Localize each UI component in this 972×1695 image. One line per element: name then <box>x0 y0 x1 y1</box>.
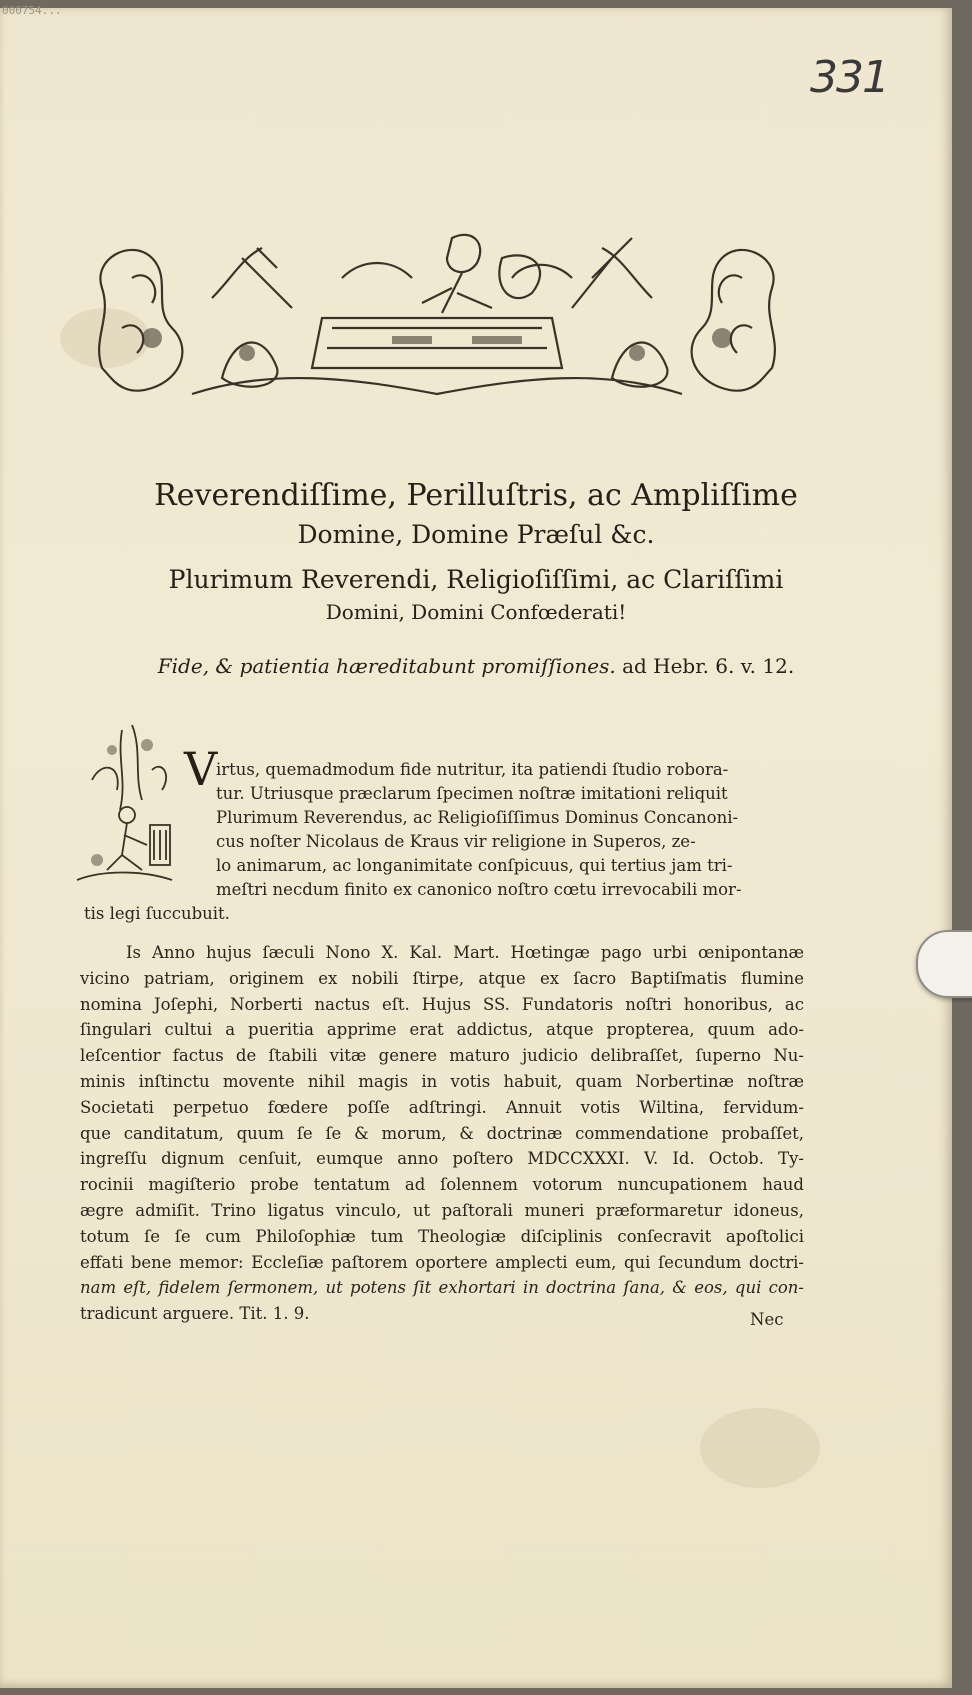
page-clip-tab <box>916 930 972 998</box>
body-line: tradicunt arguere. Tit. 1. 9. <box>80 1304 310 1324</box>
first-paragraph-line: Plurimum Reverendus, ac Religioſiſſimus Dominus Concanoni- <box>216 808 739 827</box>
paper-stain <box>700 1408 820 1488</box>
body-paragraph <box>80 940 804 1327</box>
folio-number: 331 <box>810 52 888 103</box>
body-line: nam eſt, fidelem ſermonem, ut potens ſit exhortari in doctrina ſana, & eos, qui con- <box>80 1278 804 1298</box>
body-line: leſcentior factus de ſtabili vitæ genere maturo judicio delibraſſet, ſuperno Nu- <box>80 1046 804 1066</box>
catchword: Nec <box>750 1310 784 1329</box>
body-line: ingreſſu dignum cenſuit, eumque anno poſtero MDCCXXXI. V. Id. Octob. Ty- <box>80 1149 804 1169</box>
first-paragraph-line: irtus, quemadmodum fide nutritur, ita patiendi ſtudio robora- <box>216 760 729 779</box>
title-line-1: Reverendiſſime, Perilluſtris, ac Ampliſſime <box>154 478 798 513</box>
body-line: que canditatum, quum ſe ſe & morum, & doctrinæ commendatione probaſſet, <box>80 1123 804 1143</box>
first-paragraph-line: cus noſter Nicolaus de Kraus vir religione in Superos, ze- <box>216 832 696 851</box>
body-line: ægre admiſit. Trino ligatus vinculo, ut paſtorali muneri præformaretur idoneus, <box>80 1200 804 1220</box>
first-paragraph-line: lo animarum, ac longanimitate conſpicuus, qui tertius jam tri- <box>216 856 733 875</box>
body-line: nomina Joſephi, Norberti nactus eſt. Hujus SS. Fundatoris noſtri honoribus, ac <box>80 994 804 1014</box>
title-line-3: Plurimum Reverendi, Religioſiſſimi, ac Clariſſimi <box>168 565 784 594</box>
body-line: totum ſe ſe cum Philoſophiæ tum Theologiæ diſciplinis conſecravit apoſtolici <box>80 1226 804 1246</box>
body-line: Societati perpetuo fœdere poſſe adſtringi. Annuit votis Wiltina, fervidum- <box>80 1097 804 1117</box>
body-line: Is Anno hujus ſæculi Nono X. Kal. Mart. Hœtingæ pago urbi œnipontanæ <box>126 943 804 962</box>
first-paragraph-line: meſtri necdum finito ex canonico noſtro cœtu irrevocabili mor- <box>216 880 742 899</box>
title-line-4: Domini, Domini Confœderati! <box>325 600 627 624</box>
motto-text: Fide, & patientia hæreditabunt promiſſiones. <box>157 654 616 678</box>
biblical-motto <box>0 654 952 678</box>
body-line: minis inſtinctu movente nihil magis in votis habuit, quam Norbertinæ noſtræ <box>80 1071 804 1091</box>
mourning-figure-vignette <box>72 720 177 888</box>
drop-capital: V <box>184 742 218 796</box>
body-line: vicino patriam, originem ex nobili ſtirpe, atque ex ſacro Baptiſmatis flumine <box>80 968 804 988</box>
motto-reference: ad Hebr. 6. v. 12. <box>622 654 795 678</box>
body-line: ſingulari cultui a pueritia apprime erat addictus, atque propterea, quum ado- <box>80 1020 804 1040</box>
ornamental-headpiece <box>92 218 782 404</box>
first-paragraph-line: tur. Utriusque præclarum ſpecimen noſtræ imitationi reliquit <box>216 784 728 803</box>
archive-stamp: 000754... <box>2 4 62 17</box>
title-line-2: Domine, Domine Præſul &c. <box>297 520 655 549</box>
body-line: effati bene memor: Eccleſiæ paſtorem oportere amplecti eum, qui ſecundum doctri- <box>80 1252 804 1272</box>
first-paragraph-line: tis legi ſuccubuit. <box>84 904 230 923</box>
body-line: rocinii magiſterio probe tentatum ad ſolennem votorum nuncupationem haud <box>80 1175 804 1195</box>
